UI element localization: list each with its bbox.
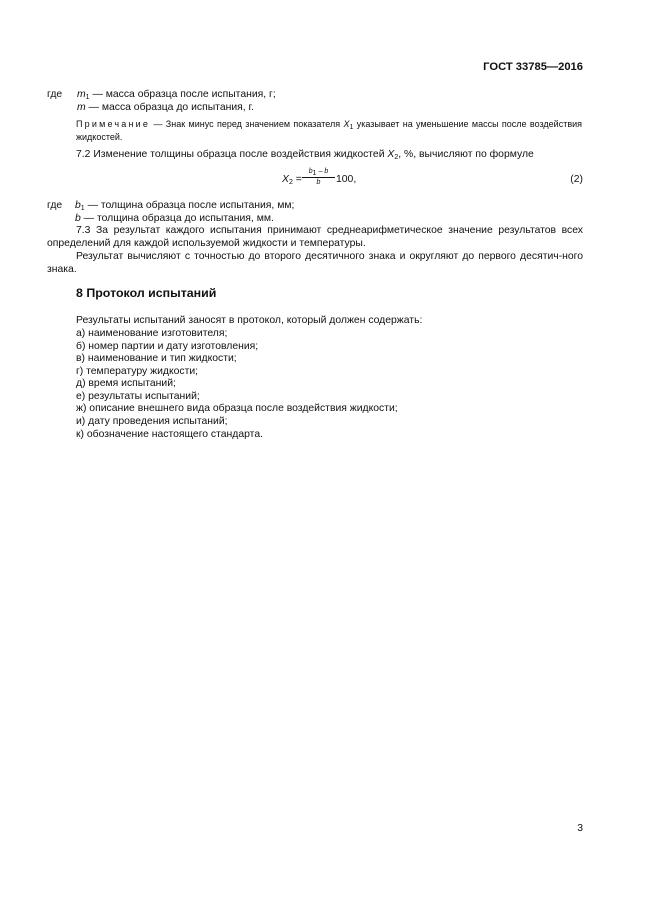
list-item: г) температуру жидкости; — [76, 366, 199, 377]
subscript: 1 — [312, 170, 317, 177]
where-item-m — [77, 101, 254, 114]
definition-text: — толщина образца после испытания, мм; — [84, 200, 295, 211]
subscript: 2 — [288, 179, 293, 186]
variable: b — [308, 168, 313, 175]
subscript: 1 — [85, 94, 90, 101]
where-item-b1 — [75, 199, 294, 212]
variable: X — [282, 174, 289, 185]
variable: m — [77, 102, 86, 113]
paragraph-7-2 — [76, 148, 534, 161]
paragraph-result: Результат вычисляют с точностью до второго десятичного знака и округляют до первого десятич-ного знака. — [47, 251, 583, 275]
variable: X — [343, 119, 350, 129]
definition-text: — масса образца до испытания, г. — [85, 102, 254, 113]
variable: m — [77, 89, 86, 100]
formula-tail: 100, — [336, 174, 357, 185]
list-item: е) результаты испытаний; — [76, 391, 200, 402]
list-item: к) обозначение настоящего стандарта. — [76, 429, 263, 440]
paragraph-text: 7.2 Изменение толщины образца после воздействия жидкостей — [76, 149, 388, 160]
definition-text: — толщина образца до испытания, мм. — [80, 213, 274, 224]
fraction-denominator — [302, 178, 335, 187]
where-label: где — [47, 89, 63, 100]
definition-text: — масса образца после испытания, г; — [89, 89, 276, 100]
note-text: — Знак минус перед значением показателя — [150, 119, 344, 129]
variable: X — [387, 149, 395, 160]
list-item: а) наименование изготовителя; — [76, 328, 228, 339]
note-text: указывает на уменьшение массы после воздействия жидкостей. — [76, 119, 583, 142]
section-intro: Результаты испытаний заносят в протокол, который должен содержать: — [76, 315, 423, 326]
page-number: 3 — [577, 823, 583, 834]
list-item: ж) описание внешнего вида образца после воздействия жидкости; — [76, 403, 398, 414]
where-item-m1 — [77, 88, 276, 101]
variable: b — [324, 168, 329, 175]
note-paragraph — [76, 118, 582, 144]
paragraph-7-3: 7.3 За результат каждого испытания принимают среднеарифметическое значение результатов всех определений для каждой используемой жидкости и температуры. — [47, 225, 583, 249]
subscript: 1 — [80, 205, 85, 212]
where-label: где — [47, 200, 63, 211]
document-header: ГОСТ 33785—2016 — [483, 61, 583, 73]
fraction — [302, 168, 335, 187]
subscript: 2 — [394, 154, 399, 161]
list-item: д) время испытаний; — [76, 378, 176, 389]
list-item: б) номер партии и дату изготовления; — [76, 341, 259, 352]
subscript: 1 — [349, 124, 354, 131]
equals-sign: = — [292, 174, 302, 185]
fraction-numerator — [302, 168, 335, 178]
note-label: Примечание — [76, 119, 151, 129]
variable: b — [316, 179, 321, 186]
minus-sign: – — [316, 168, 325, 175]
paragraph-text: , %, вычисляют по формуле — [398, 149, 534, 160]
list-item: и) дату проведения испытаний; — [76, 416, 228, 427]
formula-lhs — [282, 173, 302, 186]
variable: b — [75, 213, 81, 224]
section-title: 8 Протокол испытаний — [76, 286, 217, 300]
variable: b — [75, 200, 81, 211]
list-item: в) наименование и тип жидкости; — [76, 353, 237, 364]
formula-number: (2) — [570, 174, 583, 185]
